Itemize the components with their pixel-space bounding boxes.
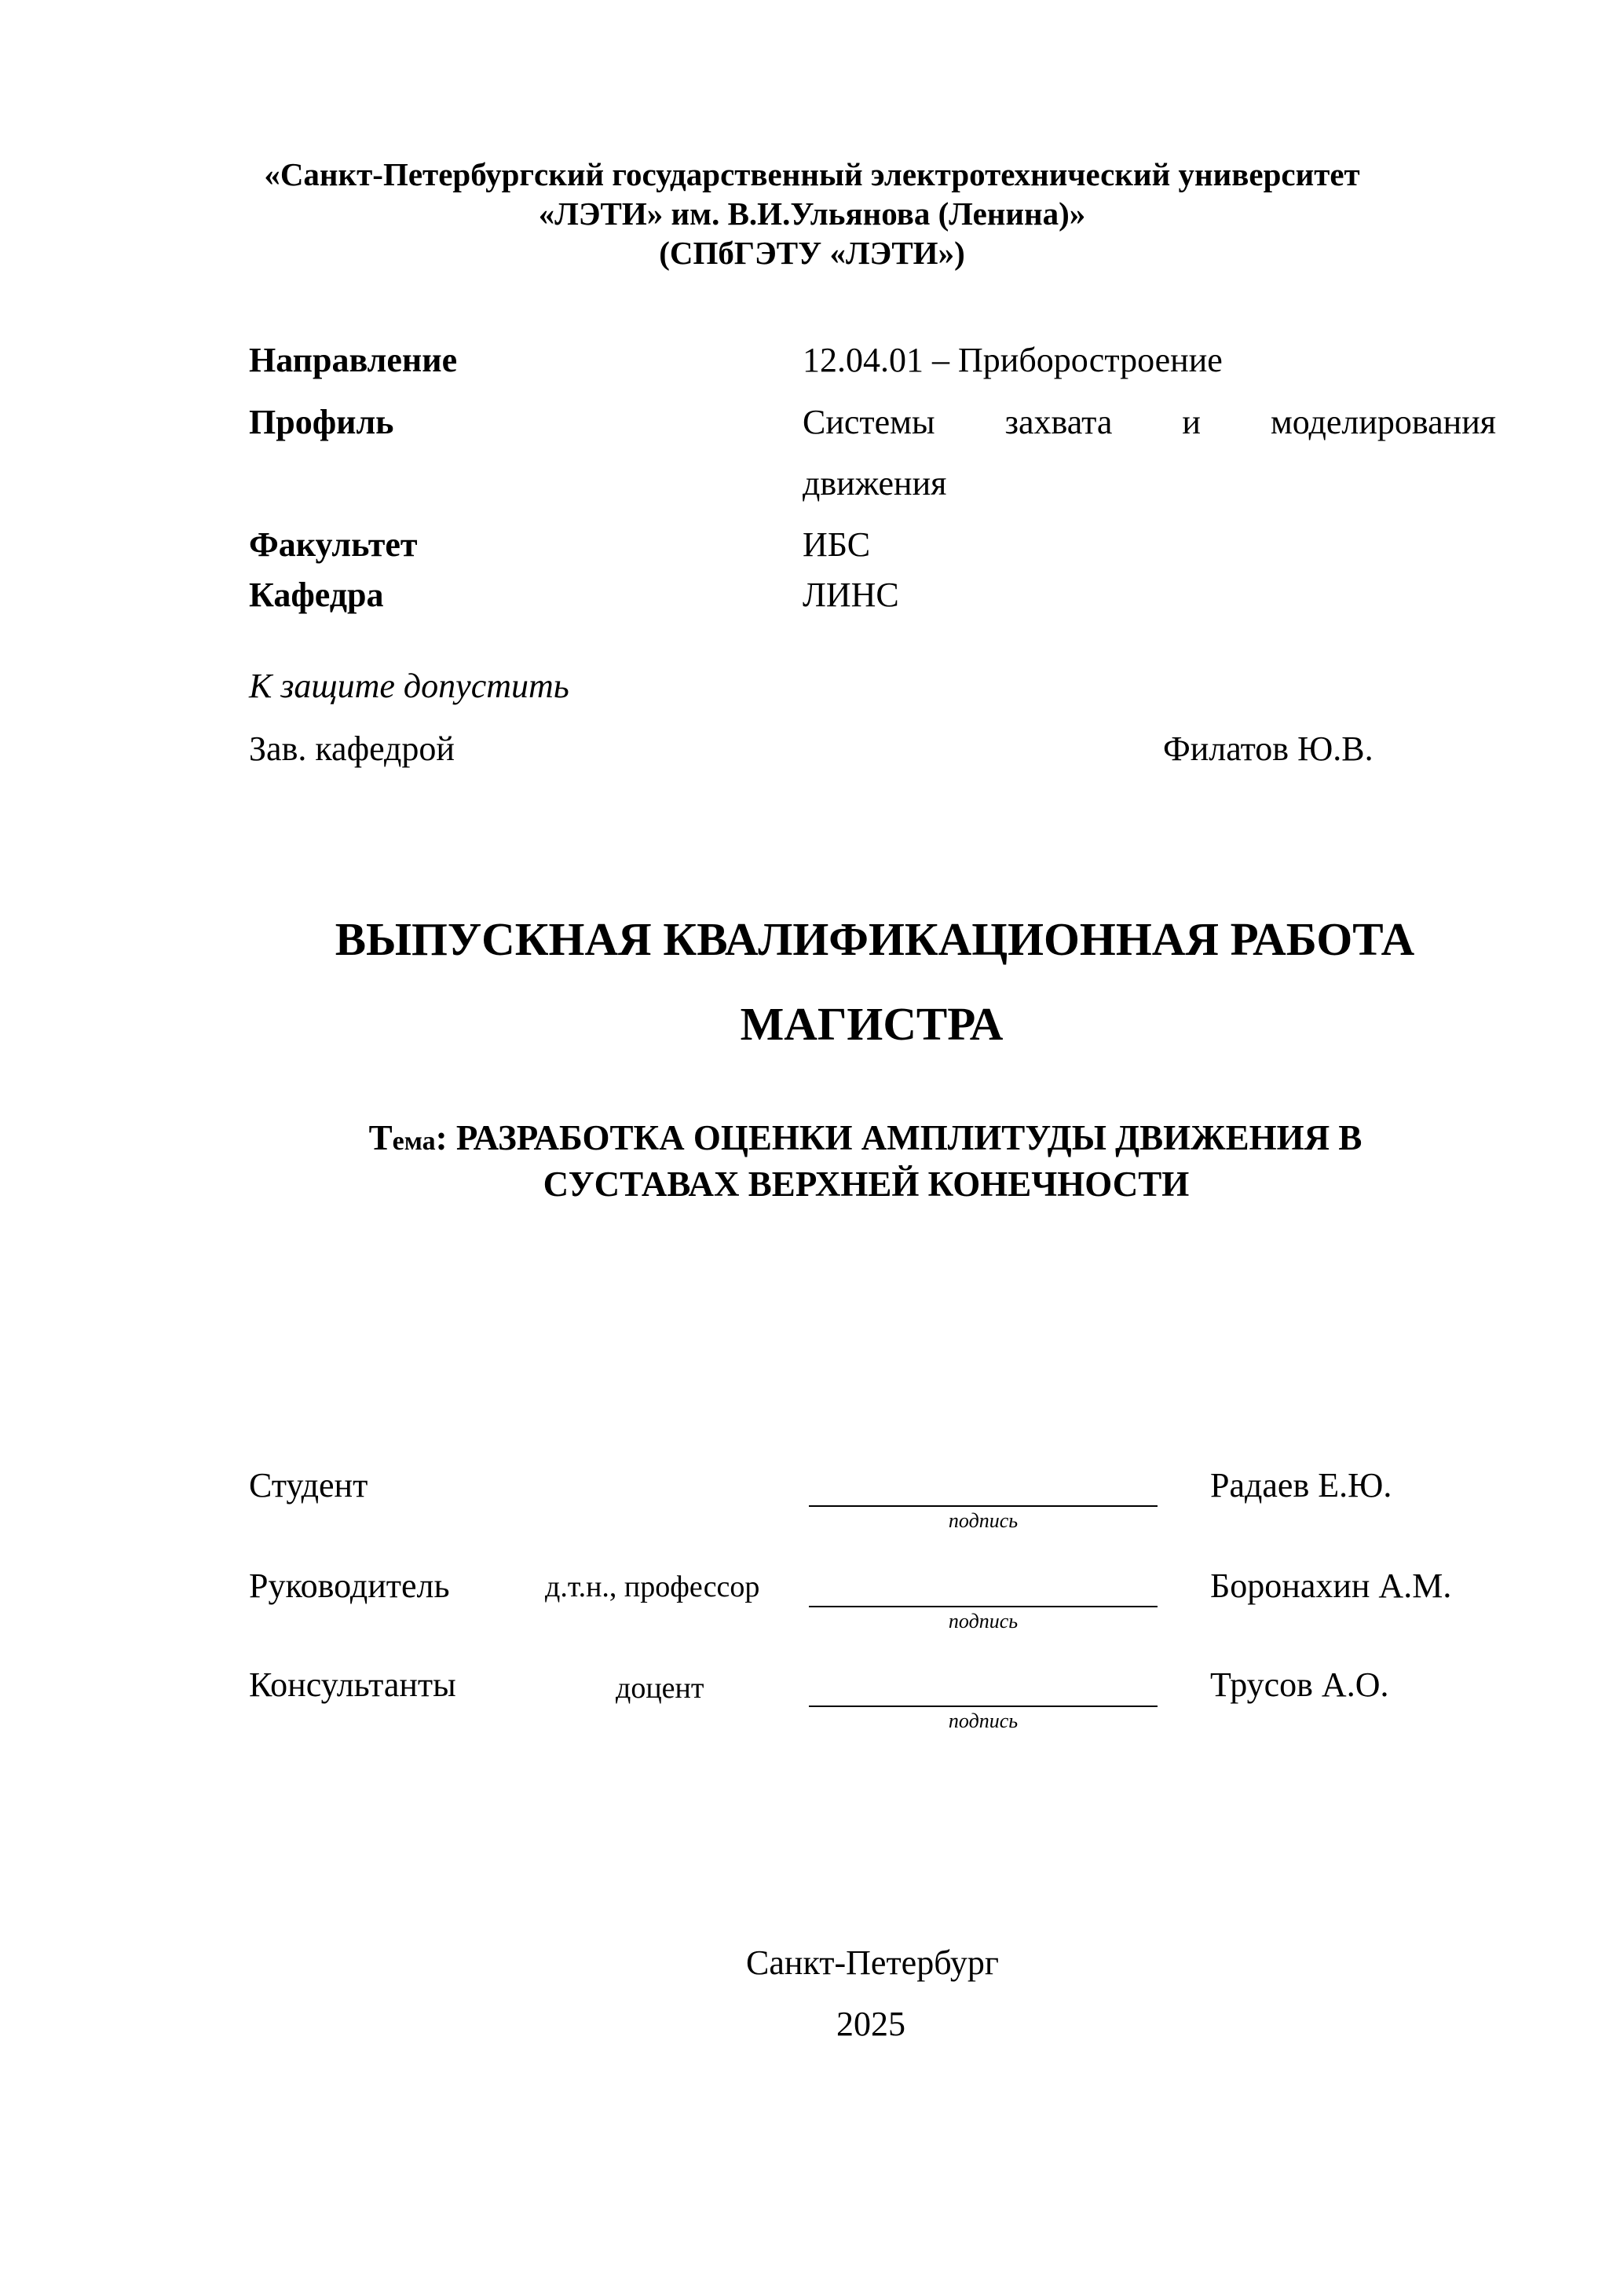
footer-year: 2025 (836, 2005, 905, 2043)
signature-caption: подпись (948, 1509, 1019, 1532)
signature-name: Боронахин А.М. (1210, 1567, 1452, 1605)
profile-word: и (1182, 403, 1201, 441)
signature-name: Радаев Е.Ю. (1210, 1466, 1392, 1504)
work-title-line1: ВЫПУСКНАЯ КВАЛИФИКАЦИОННАЯ РАБОТА (335, 913, 1415, 965)
topic-text-line2: СУСТАВАХ ВЕРХНЕЙ КОНЕЧНОСТИ (543, 1164, 1190, 1204)
signature-line (809, 1505, 1158, 1507)
signature-line (809, 1706, 1158, 1707)
signature-role: Студент (249, 1466, 368, 1504)
signature-rank: д.т.н., профессор (545, 1570, 760, 1603)
signature-caption: подпись (948, 1709, 1019, 1732)
profile-value-line2: движения (803, 464, 947, 503)
faculty-value: ИБС (803, 525, 871, 564)
topic-prefix: Тема: (368, 1118, 448, 1157)
head-of-department-name: Филатов Ю.В. (1163, 729, 1373, 768)
admission-note: К защите допустить (249, 667, 569, 705)
department-label: Кафедра (249, 576, 384, 614)
department-value: ЛИНС (803, 576, 899, 614)
signature-caption: подпись (948, 1610, 1019, 1632)
university-name-line2: «ЛЭТИ» им. В.И.Ульянова (Ленина)» (538, 196, 1086, 232)
topic-text-line1: РАЗРАБОТКА ОЦЕНКИ АМПЛИТУДЫ ДВИЖЕНИЯ В (455, 1118, 1362, 1157)
profile-label: Профиль (249, 403, 394, 441)
profile-word: захвата (1004, 403, 1113, 441)
work-title-line2: МАГИСТРА (740, 998, 1004, 1050)
footer-city: Санкт-Петербург (746, 1943, 999, 1982)
head-of-department-label: Зав. кафедрой (249, 729, 455, 768)
profile-word: моделирования (1270, 403, 1496, 441)
faculty-label: Факультет (249, 525, 418, 564)
university-name-line1: «Санкт-Петербургский государственный электротехнический университет (264, 156, 1360, 192)
profile-value-line1 (803, 402, 1496, 442)
signature-line (809, 1606, 1158, 1607)
signature-rank: доцент (616, 1672, 704, 1705)
signature-role: Руководитель (249, 1567, 450, 1605)
direction-label: Направление (249, 341, 458, 379)
university-abbreviation: (СПбГЭТУ «ЛЭТИ») (659, 235, 965, 271)
signature-name: Трусов А.О. (1210, 1665, 1389, 1704)
signature-role: Консультанты (249, 1665, 456, 1704)
topic-line1 (53, 1117, 1624, 1158)
direction-value: 12.04.01 – Приборостроение (803, 341, 1223, 379)
profile-word: Системы (803, 403, 935, 441)
